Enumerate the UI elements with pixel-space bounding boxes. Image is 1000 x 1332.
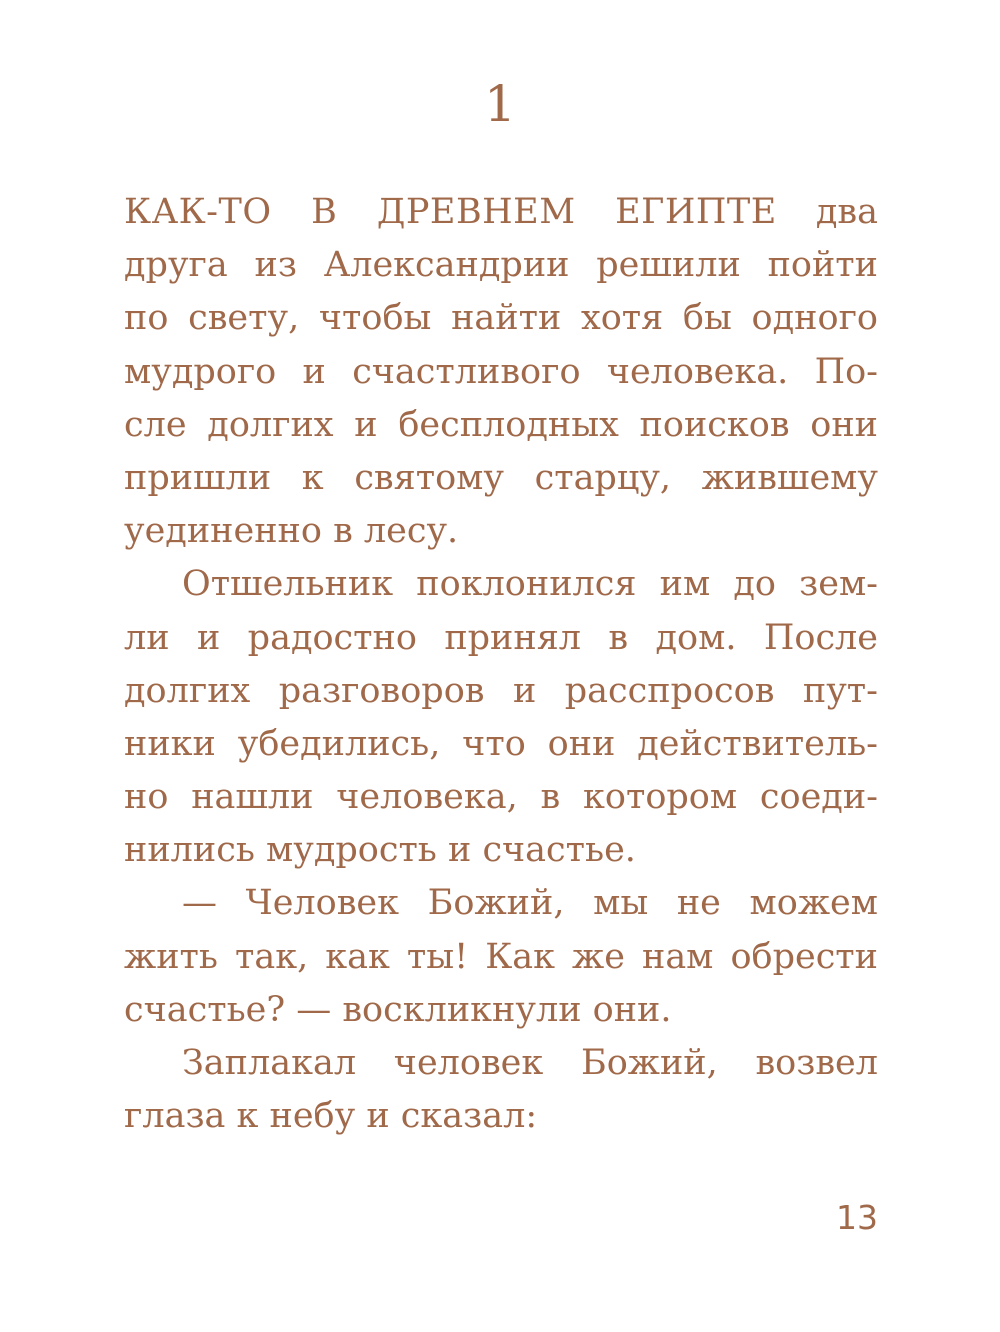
chapter-number: 1 — [484, 75, 516, 133]
text-line-6: пришли к святому старцу, жившему — [124, 457, 878, 498]
page-number: 13 — [836, 1198, 878, 1237]
lead-rest: два — [815, 192, 878, 232]
text-line-10: долгих разговоров и расспросов пут- — [124, 670, 878, 711]
text-line-12: но нашли человека, в котором соеди- — [124, 777, 878, 818]
text-line-15: жить так, как ты! Как же нам обрести — [124, 936, 878, 977]
text-line-18: глаза к небу и сказал: — [124, 1096, 538, 1137]
body-text — [124, 186, 878, 1143]
text-line-8: Отшельник поклонился им до зем- — [182, 564, 878, 605]
text-line-7: уединенно в лесу. — [124, 511, 459, 552]
text-line-2: друга из Александрии решили пойти — [124, 245, 878, 286]
text-line-1 — [124, 186, 878, 239]
text-line-4: мудрого и счастливого человека. По- — [124, 351, 878, 392]
text-line-9: ли и радостно принял в дом. После — [124, 617, 878, 658]
text-line-16: счастье? — воскликнули они. — [124, 989, 672, 1030]
text-line-13: нились мудрость и счастье. — [124, 830, 636, 871]
text-line-17: Заплакал человек Божий, возвел — [182, 1043, 878, 1083]
lead-caps: КАК-ТО В ДРЕВНЕМ ЕГИПТЕ — [124, 192, 777, 232]
text-line-14: — Человек Божий, мы не можем — [182, 883, 878, 924]
text-line-5: сле долгих и бесплодных поисков они — [124, 404, 878, 445]
text-line-11: ники убедились, что они действитель- — [124, 723, 878, 764]
text-line-3: по свету, чтобы найти хотя бы одного — [124, 298, 878, 339]
